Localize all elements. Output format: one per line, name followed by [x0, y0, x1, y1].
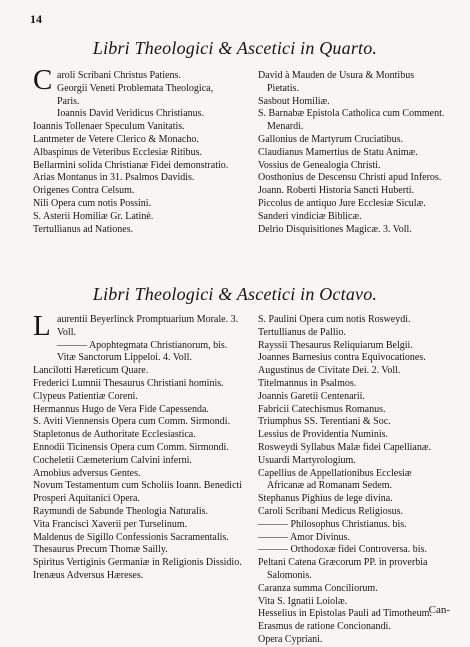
- list-item: aroli Scribani Christus Patiens.: [57, 70, 181, 81]
- list-item: Sanderi vindiciæ Biblicæ.: [258, 210, 362, 222]
- list-item: Claudianus Mamertius de Statu Animæ.: [258, 146, 418, 158]
- list-item: Cocheletii Cæmeterium Calvini inferni.: [33, 454, 192, 466]
- list-item: Delrio Disquisitiones Magicæ. 3. Voll.: [258, 223, 412, 235]
- list-item: Capellius de Appellationibus Ecclesiæ Africanæ ad Romanam Sedem.: [258, 467, 412, 492]
- catchword: Can-: [428, 604, 450, 616]
- section-heading-quarto: Libri Theologici & Ascetici in Quarto.: [92, 38, 378, 58]
- list-item: Hesselius in Epistolas Pauli ad Timotheum.: [258, 608, 432, 620]
- list-item: Usuardi Martyrologium.: [258, 454, 356, 466]
- list-item: Vita S. Ignatii Loiolæ.: [258, 595, 348, 607]
- list-item: Georgii Veneti Problemata Theologica,: [57, 82, 214, 94]
- list-item: Raymundi de Sabunde Theologia Naturalis.: [33, 505, 209, 517]
- list-item: S. Aviti Viennensis Opera cum Comm. Sirmondi.: [33, 416, 231, 428]
- list-item: Maldenus de Sigillo Confessionis Sacramentalis.: [33, 531, 229, 543]
- list-item: Clypeus Patientiæ Coreni.: [33, 390, 138, 402]
- list-item: Oosthonius de Descensu Christi apud Inferos.: [258, 172, 442, 184]
- list-item: Arias Montanus in 31. Psalmos Davidis.: [33, 172, 195, 184]
- drop-cap-c: C: [33, 64, 53, 96]
- list-item: Origenes Contra Celsum.: [33, 185, 135, 197]
- quarto-right-column: [258, 70, 448, 236]
- list-item: Sasbout Homiliæ.: [258, 95, 330, 107]
- list-item: Caranza summa Conciliorum.: [258, 582, 378, 594]
- list-item: Novum Testamentum cum Scholiis Ioann. Benedicti: [33, 480, 243, 492]
- list-item: ——— Philosophus Christianus. bis.: [258, 518, 407, 530]
- list-item: Rosweydi Syllabus Malæ fidei Capellianæ.: [258, 441, 432, 453]
- list-item: Stephanus Pighius de lege divina.: [258, 493, 393, 505]
- list-item: Frederici Lumnii Thesaurus Christiani hominis.: [33, 377, 224, 389]
- list-item: ——— Apophtegmata Christianorum, bis.: [57, 339, 228, 351]
- list-item: Ennodii Ticinensis Opera cum Comm. Sirmondi.: [33, 441, 229, 453]
- list-item: Joannes Barnesius contra Equivocationes.: [258, 352, 426, 364]
- section-heading-octavo: Libri Theologici & Ascetici in Octavo.: [92, 284, 378, 304]
- list-item: aurentii Beyerlinck Promptuarium Morale. 3. Voll.: [57, 314, 239, 338]
- list-item: Lancilotti Hæreticum Quare.: [33, 365, 149, 377]
- list-item: Opera Cypriani.: [258, 633, 323, 645]
- list-item: Lessius de Providentia Numinis.: [258, 429, 388, 441]
- octavo-left-column: [33, 310, 251, 583]
- list-item: Stapletonus de Authoritate Ecclesiastica.: [33, 429, 196, 441]
- list-item: Spiritus Vertiginis Germaniæ in Religionis Dissidio.: [33, 557, 242, 569]
- list-item: ——— Orthodoxæ fidei Controversa. bis.: [258, 544, 427, 556]
- list-item: Hermannus Hugo de Vera Fide Capessenda.: [33, 403, 209, 415]
- list-item: Thesaurus Precum Thomæ Sailly.: [33, 544, 168, 556]
- list-item: Fabricii Catechismus Romanus.: [258, 403, 386, 415]
- list-item: Lantmeter de Vetere Clerico & Monacho.: [33, 133, 199, 145]
- list-item: Vossius de Genealogia Christi.: [258, 159, 381, 171]
- list-item: S. Barnabæ Epistola Catholica cum Comment. Menardi.: [258, 108, 445, 133]
- drop-cap-l: L: [33, 310, 51, 342]
- list-item: Vitæ Sanctorum Lippeloi. 4. Voll.: [57, 352, 192, 364]
- page-number: 14: [30, 12, 42, 26]
- list-item: Tertullianus de Pallio.: [258, 326, 346, 338]
- list-item: Prosperi Aquitanici Opera.: [33, 493, 140, 505]
- octavo-right-column: [258, 314, 448, 647]
- list-item: Titelmannus in Psalmos.: [258, 377, 357, 389]
- list-item: Augustinus de Civitate Dei. 2. Voll.: [258, 365, 401, 377]
- list-item: Joannis Garetii Centenarii.: [258, 390, 365, 402]
- list-item: Rayssii Thesaurus Reliquiarum Belgii.: [258, 339, 413, 351]
- list-item: David à Mauden de Usura & Montibus Pietatis.: [258, 70, 415, 94]
- list-item: Vita Francisci Xaverii per Turselinum.: [33, 518, 188, 530]
- list-item: Bellarmini solida Christianæ Fidei demonstratio.: [33, 159, 229, 171]
- list-item: S. Asterii Homiliæ Gr. Latinè.: [33, 210, 154, 222]
- quarto-left-column: [33, 70, 251, 236]
- list-item: Ioannis David Veridicus Christianus.: [57, 108, 205, 120]
- list-item: ——— Amor Divinus.: [258, 531, 350, 543]
- list-item: Paris.: [57, 95, 80, 107]
- list-item: Gallonius de Martyrum Cruciatibus.: [258, 133, 403, 145]
- list-item: Caroli Scribani Medicus Religiosus.: [258, 505, 403, 517]
- list-item: Tertullianus ad Nationes.: [33, 223, 134, 235]
- list-item: Ioannis Tollenaer Speculum Vanitatis.: [33, 121, 185, 133]
- list-item: Triumphus SS. Terentiani & Soc.: [258, 416, 391, 428]
- list-item: Joann. Roberti Historia Sancti Huberti.: [258, 185, 415, 197]
- list-item: Nili Opera cum notis Possini.: [33, 197, 152, 209]
- list-item: Peltani Catena Græcorum PP. in proverbia Salomonis.: [258, 557, 428, 581]
- list-item: Piccolus de antiquo Jure Ecclesiæ Siculæ.: [258, 197, 426, 209]
- list-item: Arnobius adversus Gentes.: [33, 467, 141, 479]
- list-item: Albaspinus de Veteribus Ecclesiæ Ritibus.: [33, 146, 202, 158]
- list-item: S. Paulini Opera cum notis Rosweydi.: [258, 314, 411, 325]
- list-item: Erasmus de ratione Concionandi.: [258, 621, 391, 633]
- list-item: Irenæus Adversus Hæreses.: [33, 569, 144, 581]
